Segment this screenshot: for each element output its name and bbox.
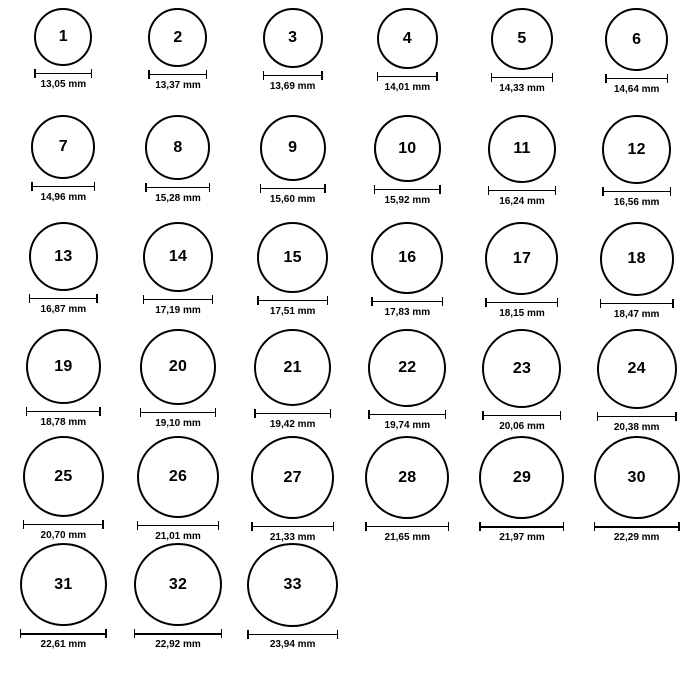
measurement-bar <box>143 295 213 304</box>
ring-circle <box>29 222 98 291</box>
ring-circle <box>26 329 101 404</box>
measurement-cap-right <box>333 522 334 531</box>
measurement-cap-right <box>445 410 446 419</box>
measurement-line <box>479 526 564 527</box>
measurement-line <box>148 74 207 75</box>
ring-diameter-label: 22,92 mm <box>155 639 201 650</box>
measurement-line <box>605 78 668 79</box>
measurement-cap-right <box>99 407 100 416</box>
measurement-bar <box>605 74 668 83</box>
measurement-bar <box>251 522 334 531</box>
ring-circle <box>491 8 553 70</box>
measurement-cap-left <box>600 299 601 308</box>
measurement-cap-right <box>206 70 207 79</box>
measurement-bar <box>602 187 671 196</box>
measurement-cap-left <box>145 183 146 192</box>
ring-circle <box>600 222 674 296</box>
ring-diameter-label: 19,10 mm <box>155 418 201 429</box>
ring-size-cell[interactable] <box>465 115 580 222</box>
ring-size-number: 16 <box>398 249 417 266</box>
ring-diameter-label: 21,33 mm <box>269 532 316 543</box>
measurement-bar <box>145 183 210 192</box>
measurement-line <box>137 525 219 526</box>
ring-diameter-label: 23,94 mm <box>269 639 316 650</box>
measurement-cap-right <box>552 73 553 82</box>
ring-circle <box>479 436 564 519</box>
ring-diameter-label: 21,65 mm <box>384 532 431 543</box>
ring-diameter-label: 19,74 mm <box>384 420 431 431</box>
ring-size-cell[interactable] <box>6 115 121 222</box>
measurement-bar <box>29 294 98 303</box>
measurement-cap-left <box>143 295 144 304</box>
measurement-cap-left <box>491 73 492 82</box>
measurement-line <box>254 413 331 414</box>
ring-circle <box>377 8 438 69</box>
measurement-line <box>485 302 558 303</box>
measurement-line <box>488 190 556 191</box>
ring-circle <box>140 329 216 405</box>
measurement-bar <box>20 629 107 638</box>
ring-diameter-label: 19,42 mm <box>269 419 316 430</box>
measurement-cap-right <box>563 522 564 531</box>
ring-circle <box>148 8 207 67</box>
ring-size-cell[interactable] <box>579 222 694 329</box>
measurement-bar <box>134 629 222 638</box>
measurement-cap-right <box>94 182 95 191</box>
ring-size-number: 33 <box>283 575 302 593</box>
ring-size-number: 8 <box>173 138 183 156</box>
measurement-line <box>263 75 323 76</box>
measurement-cap-right <box>209 183 210 192</box>
ring-diameter-label: 21,97 mm <box>499 532 545 543</box>
ring-circle <box>247 543 338 627</box>
ring-size-cell[interactable] <box>6 436 121 543</box>
ring-size-cell[interactable] <box>235 222 350 329</box>
measurement-line <box>29 298 98 299</box>
measurement-cap-right <box>330 409 331 418</box>
ring-size-cell[interactable] <box>6 8 121 115</box>
measurement-cap-right <box>670 187 671 196</box>
ring-diameter-label: 14,01 mm <box>384 82 431 93</box>
ring-circle <box>485 222 558 295</box>
ring-size-number: 27 <box>283 468 302 486</box>
ring-circle <box>257 222 328 293</box>
ring-size-cell[interactable] <box>6 543 121 650</box>
ring-size-number: 4 <box>402 29 412 47</box>
ring-size-number: 10 <box>398 139 417 157</box>
ring-circle <box>365 436 449 519</box>
measurement-bar <box>365 522 449 531</box>
ring-size-cell[interactable] <box>121 8 236 115</box>
measurement-line <box>600 303 674 304</box>
measurement-bar <box>600 299 674 308</box>
ring-size-number: 12 <box>627 140 646 158</box>
ring-size-cell[interactable] <box>579 8 694 115</box>
ring-size-cell[interactable] <box>6 329 121 436</box>
measurement-line <box>597 416 677 417</box>
measurement-bar <box>148 70 207 79</box>
measurement-cap-left <box>374 185 375 194</box>
measurement-bar <box>23 520 104 529</box>
measurement-line <box>26 411 101 412</box>
ring-circle <box>374 115 441 182</box>
measurement-line <box>260 188 326 189</box>
ring-size-cell[interactable] <box>235 115 350 222</box>
ring-size-number: 5 <box>517 30 527 47</box>
ring-circle <box>20 543 107 626</box>
measurement-cap-left <box>140 408 141 417</box>
measurement-bar <box>482 411 561 420</box>
ring-circle <box>254 329 331 406</box>
ring-size-cell[interactable] <box>350 222 465 329</box>
measurement-cap-right <box>215 408 216 417</box>
measurement-bar <box>140 408 216 417</box>
measurement-cap-right <box>96 294 97 303</box>
measurement-line <box>371 301 443 302</box>
measurement-cap-left <box>148 70 149 79</box>
ring-diameter-label: 21,01 mm <box>155 531 201 542</box>
measurement-cap-left <box>257 296 258 305</box>
measurement-cap-right <box>218 521 219 530</box>
measurement-cap-left <box>20 629 21 638</box>
measurement-cap-left <box>134 629 135 638</box>
ring-size-number: 11 <box>513 140 531 157</box>
ring-size-number: 32 <box>168 575 188 593</box>
ring-diameter-label: 14,33 mm <box>499 83 545 94</box>
measurement-bar <box>137 521 219 530</box>
measurement-cap-right <box>212 295 213 304</box>
ring-circle <box>34 8 92 66</box>
ring-size-cell[interactable] <box>235 329 350 436</box>
ring-diameter-label: 20,38 mm <box>613 422 660 433</box>
ring-size-cell[interactable] <box>465 222 580 329</box>
measurement-cap-right <box>439 185 440 194</box>
ring-size-cell[interactable] <box>350 8 465 115</box>
ring-size-number: 7 <box>58 138 68 155</box>
ring-size-number: 9 <box>288 139 298 156</box>
ring-size-cell[interactable] <box>350 436 465 543</box>
ring-circle <box>134 543 222 626</box>
measurement-line <box>594 526 680 527</box>
ring-circle <box>605 8 668 71</box>
measurement-cap-right <box>560 411 561 420</box>
measurement-cap-right <box>327 296 328 305</box>
ring-diameter-label: 13,69 mm <box>269 81 316 92</box>
ring-size-number: 31 <box>54 575 73 593</box>
measurement-cap-right <box>557 298 558 307</box>
measurement-cap-right <box>91 69 92 78</box>
ring-size-number: 15 <box>283 248 302 266</box>
ring-size-cell[interactable] <box>235 543 350 650</box>
ring-circle <box>23 436 104 517</box>
measurement-cap-left <box>594 522 595 531</box>
ring-size-cell[interactable] <box>465 436 580 543</box>
measurement-line <box>602 191 671 192</box>
ring-size-number: 17 <box>512 249 532 267</box>
measurement-cap-right <box>337 630 338 639</box>
measurement-line <box>247 634 338 635</box>
measurement-cap-right <box>321 71 322 80</box>
ring-diameter-label: 16,24 mm <box>499 196 545 207</box>
ring-size-cell[interactable] <box>121 436 236 543</box>
measurement-line <box>23 524 104 525</box>
measurement-cap-left <box>371 297 372 306</box>
ring-circle <box>368 329 446 407</box>
measurement-line <box>34 73 92 74</box>
ring-diameter-label: 17,51 mm <box>269 306 316 317</box>
ring-size-cell[interactable] <box>235 8 350 115</box>
measurement-bar <box>254 409 331 418</box>
measurement-line <box>368 414 446 415</box>
ring-diameter-label: 22,61 mm <box>40 639 87 650</box>
ring-circle <box>31 115 95 179</box>
ring-size-cell[interactable] <box>579 329 694 436</box>
measurement-line <box>145 187 210 188</box>
measurement-line <box>374 189 441 190</box>
measurement-line <box>31 186 95 187</box>
ring-size-cell[interactable] <box>465 329 580 436</box>
ring-size-cell[interactable] <box>350 329 465 436</box>
measurement-cap-left <box>602 187 603 196</box>
measurement-cap-left <box>377 72 378 81</box>
measurement-line <box>365 526 449 527</box>
ring-diameter-label: 20,70 mm <box>40 530 87 541</box>
measurement-bar <box>597 412 677 421</box>
ring-diameter-label: 16,87 mm <box>40 304 87 315</box>
measurement-cap-left <box>479 522 480 531</box>
measurement-bar <box>34 69 92 78</box>
measurement-bar <box>485 298 558 307</box>
measurement-bar <box>257 296 328 305</box>
measurement-cap-right <box>221 629 222 638</box>
measurement-bar <box>263 71 323 80</box>
measurement-bar <box>491 73 553 82</box>
ring-size-number: 13 <box>54 247 73 265</box>
measurement-line <box>134 633 222 634</box>
measurement-cap-left <box>247 630 248 639</box>
ring-size-cell[interactable] <box>6 222 121 329</box>
ring-circle <box>488 115 556 183</box>
measurement-cap-left <box>26 407 27 416</box>
ring-size-number: 28 <box>398 468 417 486</box>
ring-size-cell[interactable] <box>350 115 465 222</box>
measurement-cap-left <box>254 409 255 418</box>
measurement-line <box>140 412 216 413</box>
measurement-cap-right <box>675 412 676 421</box>
measurement-line <box>143 299 213 300</box>
ring-circle <box>137 436 219 518</box>
measurement-bar <box>374 185 441 194</box>
measurement-cap-left <box>597 412 598 421</box>
ring-size-number: 23 <box>512 359 532 377</box>
measurement-cap-right <box>324 184 325 193</box>
ring-size-cell[interactable] <box>121 543 236 650</box>
ring-size-number: 26 <box>168 468 188 485</box>
measurement-cap-left <box>31 182 32 191</box>
measurement-cap-right <box>102 520 103 529</box>
ring-circle <box>251 436 334 519</box>
measurement-bar <box>377 72 438 81</box>
measurement-line <box>251 526 334 527</box>
measurement-bar <box>594 522 680 531</box>
measurement-cap-right <box>678 522 679 531</box>
ring-circle <box>482 329 561 408</box>
ring-diameter-label: 15,60 mm <box>269 194 316 205</box>
measurement-line <box>491 77 553 78</box>
measurement-cap-right <box>105 629 106 638</box>
measurement-cap-left <box>485 298 486 307</box>
ring-diameter-label: 18,78 mm <box>40 417 87 428</box>
ring-size-number: 20 <box>168 358 188 375</box>
ring-diameter-label: 13,05 mm <box>40 79 87 90</box>
ring-diameter-label: 20,06 mm <box>499 421 545 432</box>
measurement-cap-right <box>555 186 556 195</box>
ring-diameter-label: 16,56 mm <box>613 197 660 208</box>
measurement-bar <box>371 297 443 306</box>
ring-circle <box>597 329 677 409</box>
ring-size-cell[interactable] <box>121 329 236 436</box>
ring-size-number: 29 <box>512 468 532 486</box>
measurement-cap-right <box>448 522 449 531</box>
measurement-bar <box>31 182 95 191</box>
ring-diameter-label: 15,92 mm <box>384 195 431 206</box>
ring-size-cell[interactable] <box>579 436 694 543</box>
ring-diameter-label: 15,28 mm <box>155 193 201 204</box>
ring-circle <box>263 8 323 68</box>
ring-circle <box>602 115 671 184</box>
ring-size-cell[interactable] <box>579 115 694 222</box>
measurement-cap-left <box>34 69 35 78</box>
ring-circle <box>260 115 326 181</box>
measurement-cap-right <box>436 72 437 81</box>
ring-diameter-label: 13,37 mm <box>155 80 201 91</box>
ring-size-number: 24 <box>627 360 646 377</box>
measurement-cap-right <box>442 297 443 306</box>
measurement-cap-left <box>260 184 261 193</box>
measurement-cap-left <box>137 521 138 530</box>
measurement-cap-left <box>482 411 483 420</box>
ring-size-cell[interactable] <box>235 436 350 543</box>
ring-size-number: 19 <box>54 357 73 375</box>
ring-circle <box>145 115 210 180</box>
ring-circle <box>594 436 680 519</box>
ring-diameter-label: 17,83 mm <box>384 307 431 318</box>
measurement-bar <box>479 522 564 531</box>
measurement-cap-right <box>672 299 673 308</box>
measurement-bar <box>368 410 446 419</box>
ring-size-number: 3 <box>288 29 298 46</box>
measurement-line <box>20 633 107 634</box>
measurement-line <box>482 415 561 416</box>
measurement-bar <box>26 407 101 416</box>
ring-size-number: 1 <box>58 28 68 45</box>
ring-size-number: 2 <box>173 28 183 46</box>
ring-diameter-label: 22,29 mm <box>613 532 660 543</box>
ring-size-cell[interactable] <box>121 115 236 222</box>
ring-diameter-label: 14,64 mm <box>613 84 660 95</box>
ring-size-number: 25 <box>54 467 73 485</box>
measurement-cap-left <box>29 294 30 303</box>
ring-size-number: 14 <box>168 248 188 265</box>
ring-circle <box>143 222 213 292</box>
measurement-cap-left <box>605 74 606 83</box>
ring-size-cell[interactable] <box>121 222 236 329</box>
ring-diameter-label: 17,19 mm <box>155 305 201 316</box>
ring-diameter-label: 14,96 mm <box>40 192 87 203</box>
measurement-cap-left <box>488 186 489 195</box>
measurement-cap-left <box>365 522 366 531</box>
measurement-cap-left <box>368 410 369 419</box>
ring-diameter-label: 18,47 mm <box>613 309 660 320</box>
measurement-bar <box>247 630 338 638</box>
measurement-bar <box>488 186 556 195</box>
ring-size-number: 18 <box>627 250 646 267</box>
measurement-line <box>257 300 328 301</box>
measurement-cap-left <box>23 520 24 529</box>
measurement-bar <box>260 184 326 193</box>
measurement-line <box>377 76 438 77</box>
ring-size-number: 6 <box>632 30 642 48</box>
ring-size-number: 30 <box>627 468 646 486</box>
measurement-cap-left <box>263 71 264 80</box>
ring-size-number: 21 <box>283 358 302 376</box>
ring-size-cell[interactable] <box>465 8 580 115</box>
ring-size-number: 22 <box>398 359 417 376</box>
ring-circle <box>371 222 443 294</box>
measurement-cap-right <box>667 74 668 83</box>
measurement-cap-left <box>251 522 252 531</box>
ring-diameter-label: 18,15 mm <box>499 308 545 319</box>
